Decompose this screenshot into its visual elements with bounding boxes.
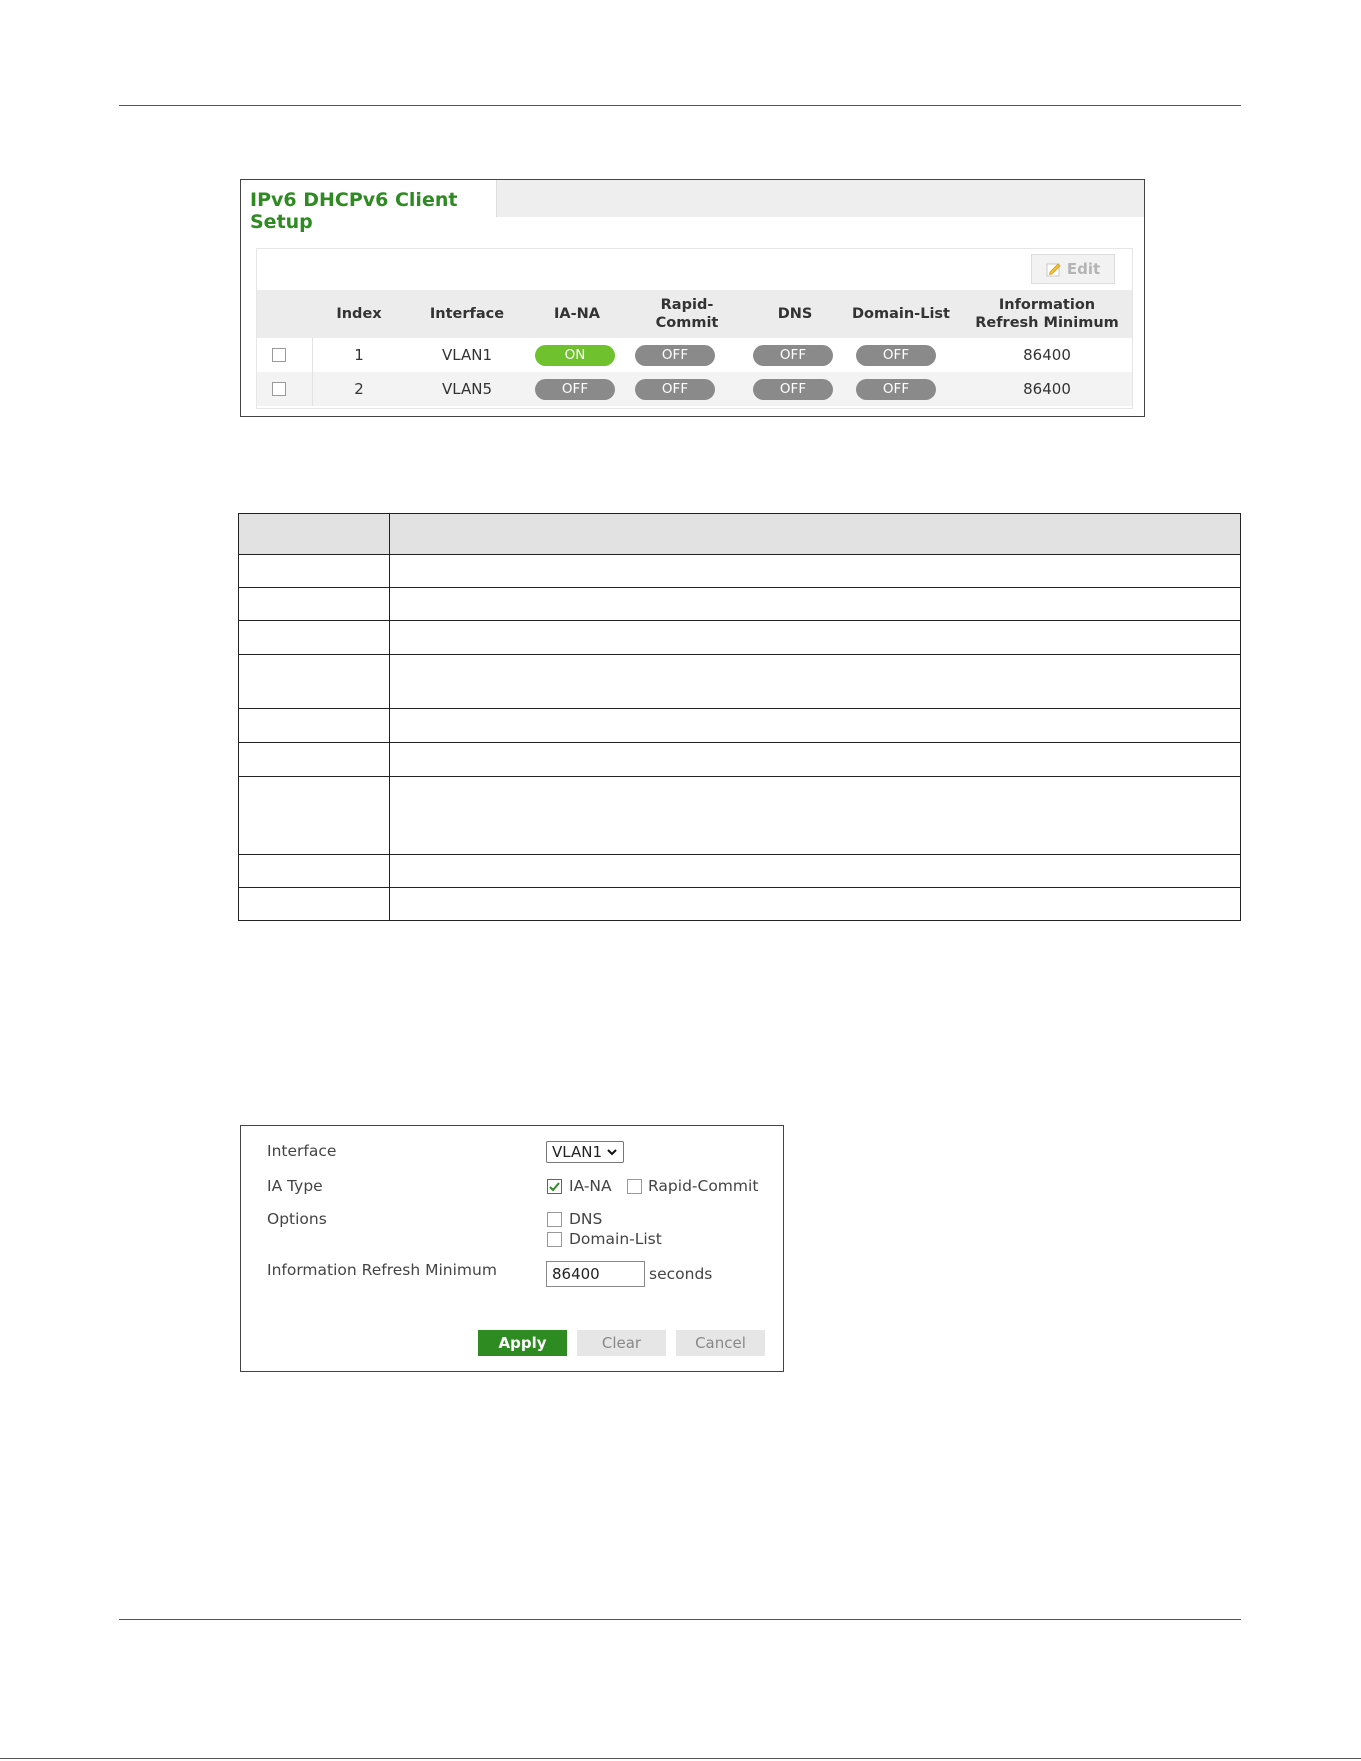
information-refresh-minimum-input[interactable]: 86400: [546, 1261, 645, 1287]
edit-button[interactable]: [1031, 254, 1115, 284]
clear-button[interactable]: Clear: [577, 1330, 666, 1356]
ia-na-option-label: IA-NA: [569, 1177, 612, 1195]
interface-select[interactable]: [546, 1141, 624, 1163]
column-divider: [389, 514, 390, 920]
rapid-commit-status-pill: OFF: [635, 345, 715, 366]
rapid-commit-checkbox[interactable]: [627, 1179, 642, 1194]
dns-checkbox[interactable]: [547, 1212, 562, 1227]
col-header-interface: Interface: [429, 306, 505, 322]
domain-list-status-pill: OFF: [856, 345, 936, 366]
cancel-button[interactable]: Cancel: [676, 1330, 765, 1356]
table-row: [257, 372, 1132, 406]
cell-rapid-commit: [626, 372, 748, 406]
checkmark-icon: [548, 1180, 561, 1193]
edit-label: Edit: [1066, 260, 1101, 278]
row-select-cell: [257, 338, 313, 372]
ia-type-label: IA Type: [267, 1177, 323, 1195]
cell-ia-na: [528, 372, 626, 406]
col-header-rapid-commit: Rapid- Commit: [655, 297, 719, 331]
dns-status-pill: OFF: [753, 345, 833, 366]
row-divider: [239, 654, 1240, 655]
row-divider: [239, 854, 1240, 855]
row-divider: [239, 742, 1240, 743]
domain-list-checkbox[interactable]: [547, 1232, 562, 1247]
cell-ia-na: [528, 338, 626, 372]
client-table-container: [256, 248, 1133, 409]
dns-option-label: DNS: [569, 1210, 603, 1228]
row-select-cell: [257, 372, 313, 406]
cell-index: 1: [354, 346, 364, 364]
row-divider: [239, 887, 1240, 888]
rapid-commit-status-pill: OFF: [635, 379, 715, 400]
options-label: Options: [267, 1210, 327, 1228]
cell-dns: [748, 338, 842, 372]
row-divider: [239, 587, 1240, 588]
chevron-down-icon: [606, 1145, 618, 1159]
cell-information-refresh-minimum: 86400: [1023, 380, 1071, 398]
header-rule: [119, 105, 1241, 106]
domain-list-status-pill: OFF: [856, 379, 936, 400]
domain-list-option-label: Domain-List: [569, 1230, 662, 1248]
table-header: [257, 290, 1132, 338]
col-header-domain-list: Domain-List: [852, 306, 950, 322]
cell-dns: [748, 372, 842, 406]
ia-na-status-pill: OFF: [535, 379, 615, 400]
apply-button[interactable]: Apply: [478, 1330, 567, 1356]
dhcpv6-client-setup-panel: [240, 179, 1145, 417]
description-table: [238, 513, 1241, 921]
row-checkbox[interactable]: [272, 348, 286, 362]
col-header-ia-na: IA-NA: [554, 306, 600, 322]
dhcpv6-client-edit-panel: [240, 1125, 784, 1372]
row-divider: [239, 620, 1240, 621]
seconds-unit-label: seconds: [649, 1265, 713, 1283]
cell-rapid-commit: [626, 338, 748, 372]
row-checkbox[interactable]: [272, 382, 286, 396]
cell-interface: VLAN1: [442, 346, 492, 364]
row-divider: [239, 554, 1240, 555]
tab-title: IPv6 DHCPv6 Client Setup: [250, 189, 458, 233]
row-divider: [239, 776, 1240, 777]
table-row: [257, 338, 1132, 372]
interface-select-value: VLAN1: [552, 1143, 602, 1161]
cell-interface: VLAN5: [442, 380, 492, 398]
row-divider: [239, 708, 1240, 709]
cell-domain-list: [842, 372, 960, 406]
cell-domain-list: [842, 338, 960, 372]
rapid-commit-option-label: Rapid-Commit: [648, 1177, 759, 1195]
tab-ipv6-dhcpv6-client-setup[interactable]: [241, 180, 497, 233]
col-header-index: Index: [336, 306, 382, 322]
ia-na-checkbox[interactable]: [547, 1179, 562, 1194]
interface-label: Interface: [267, 1142, 337, 1160]
information-refresh-minimum-label: Information Refresh Minimum: [267, 1261, 497, 1279]
col-header-dns: DNS: [777, 306, 813, 322]
ia-na-status-pill: ON: [535, 345, 615, 366]
dns-status-pill: OFF: [753, 379, 833, 400]
col-header-information-refresh-minimum: Information Refresh Minimum: [975, 297, 1119, 331]
page-bottom-edge: [0, 1758, 1361, 1759]
footer-rule: [119, 1619, 1241, 1620]
cell-index: 2: [354, 380, 364, 398]
cell-information-refresh-minimum: 86400: [1023, 346, 1071, 364]
edit-icon: [1046, 261, 1062, 277]
